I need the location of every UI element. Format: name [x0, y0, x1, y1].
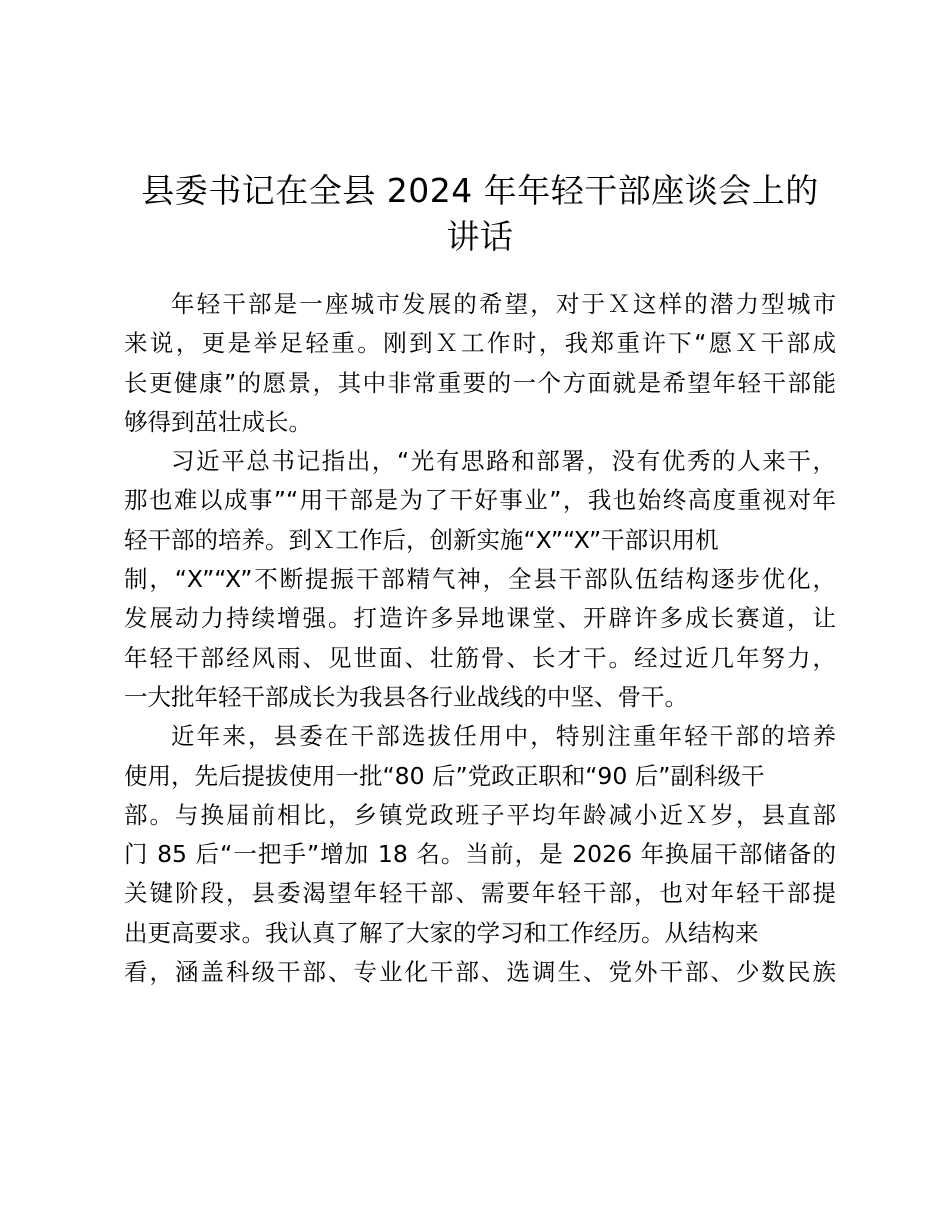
- paragraph-1-line: 够得到茁壮成长。: [124, 407, 312, 436]
- paragraph-3-line: 部。与换届前相比，乡镇党政班子平均年龄减小近Ｘ岁，县直部: [124, 800, 836, 829]
- paragraph-3-line: 看，涵盖科级干部、专业化干部、选调生、党外干部、少数民族: [124, 958, 836, 987]
- paragraph-2-line: 发展动力持续增强。打造许多异地课堂、开辟许多成长赛道，让: [124, 604, 836, 633]
- title-line-1: 县委书记在全县 2024 年年轻干部座谈会上的: [141, 171, 819, 210]
- paragraph-2-line: 制，“X”“X”不断提振干部精气神，全县干部队伍结构逐步优化，: [124, 565, 836, 594]
- paragraph-3-line: 使用，先后提拔使用一批“80 后”党政正职和“90 后”副科级干: [124, 761, 765, 790]
- paragraph-2-line: 习近平总书记指出，“光有思路和部署，没有优秀的人来干，: [171, 447, 836, 476]
- paragraph-3-line: 关键阶段，县委渴望年轻干部、需要年轻干部，也对年轻干部提: [124, 879, 836, 908]
- document-body: [124, 285, 836, 992]
- paragraph-3-line: 近年来，县委在干部选拔任用中，特别注重年轻干部的培养: [171, 722, 836, 751]
- paragraph-3-line: 出更高要求。我认真了解了大家的学习和工作经历。从结构来: [124, 918, 759, 947]
- paragraph-2-line: 轻干部的培养。到Ｘ工作后，创新实施“X”“X”干部识用机: [124, 525, 719, 554]
- title-line-2: 讲话: [446, 217, 514, 256]
- paragraph-3-line: 门 85 后“一把手”增加 18 名。当前，是 2026 年换届干部储备的: [124, 840, 836, 869]
- paragraph-1-line: 长更健康”的愿景，其中非常重要的一个方面就是希望年轻干部能: [124, 368, 836, 397]
- paragraph-2-line: 年轻干部经风雨、见世面、壮筋骨、长才干。经过近几年努力，: [124, 643, 836, 672]
- paragraph-1-line: 年轻干部是一座城市发展的希望，对于Ｘ这样的潜力型城市: [171, 290, 836, 318]
- paragraph-1-line: 来说，更是举足轻重。刚到Ｘ工作时，我郑重许下“愿Ｘ干部成: [124, 329, 836, 358]
- paragraph-2-line: 一大批年轻干部成长为我县各行业战线的中坚、骨干。: [124, 682, 688, 711]
- paragraph-2-line: 那也难以成事”“用干部是为了干好事业”，我也始终高度重视对年: [124, 486, 836, 515]
- document-title: [124, 168, 836, 260]
